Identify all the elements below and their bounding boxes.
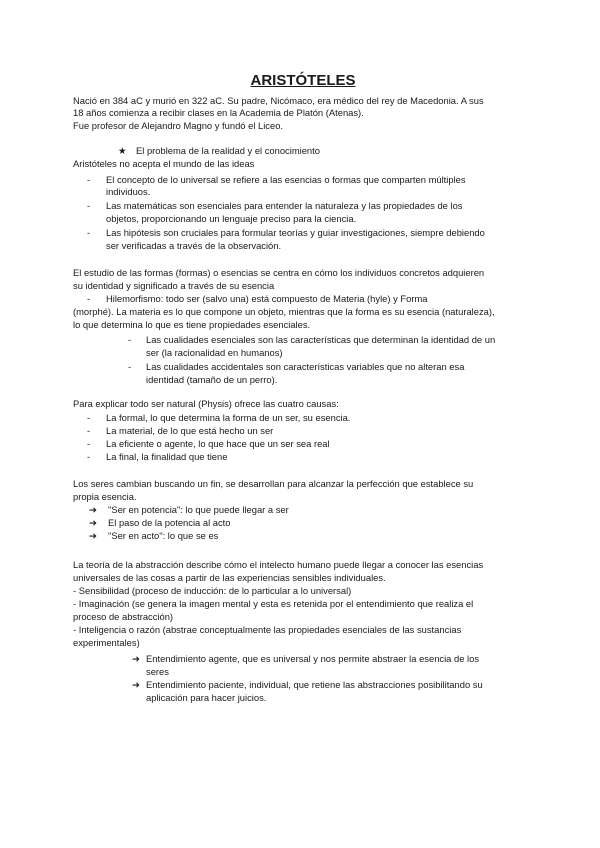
cause-item: La final, la finalidad que tiene [106, 451, 228, 462]
arrow-item: Entendimiento agente, que es universal y nos permite abstraer la esencia de los [146, 653, 480, 664]
dash-bullet: - [87, 174, 91, 185]
section-lead: Para explicar todo ser natural (Physis) ofrece las cuatro causas: [73, 398, 339, 409]
paragraph-line: proceso de abstracción) [73, 611, 174, 622]
dash-bullet: - [87, 438, 91, 449]
cause-item: La material, de lo que está hecho un ser [106, 425, 274, 436]
intro-line: Nació en 384 aC y murió en 322 aC. Su padre, Nicómaco, era médico del rey de Macedonia. A sus [73, 95, 484, 106]
paragraph-line: experimentales) [73, 637, 140, 648]
list-item: El concepto de lo universal se refiere a las esencias o formas que comparten múltiples [106, 174, 466, 185]
dash-bullet: - [128, 361, 132, 372]
cause-item: La eficiente o agente, lo que hace que un ser sea real [106, 438, 330, 449]
hylemorphism-item: Hilemorfismo: todo ser (salvo una) está compuesto de Materia (hyle) y Forma [106, 293, 428, 304]
dash-bullet: - [87, 451, 91, 462]
dash-bullet: - [87, 293, 91, 304]
arrow-icon: ➔ [89, 530, 97, 541]
paragraph-line: universales de las cosas a partir de las experiencias sensibles individuales. [73, 572, 386, 583]
paragraph-line: - Sensibilidad (proceso de inducción: de lo particular a lo universal) [73, 585, 352, 596]
dash-bullet: - [128, 334, 132, 345]
arrow-item: "Ser en potencia": lo que puede llegar a ser [108, 504, 289, 515]
arrow-icon: ➔ [132, 653, 140, 664]
arrow-icon: ➔ [89, 517, 97, 528]
paragraph-line: propia esencia. [73, 491, 137, 502]
arrow-icon: ➔ [89, 504, 97, 515]
paragraph-line: su identidad y significado a través de su esencia [73, 280, 275, 291]
dash-bullet: - [87, 425, 91, 436]
arrow-item-cont: aplicación para hacer juicios. [146, 692, 267, 703]
paragraph-line: - Inteligencia o razón (abstrae conceptualmente las propiedades esenciales de las sustancias [73, 624, 462, 635]
page-title: ARISTÓTELES [250, 72, 356, 89]
dash-bullet: - [87, 200, 91, 211]
arrow-item: El paso de la potencia al acto [108, 517, 231, 528]
paragraph-line: El estudio de las formas (formas) o esencias se centra en cómo los individuos concretos adquieren [73, 267, 485, 278]
sub-list-item-cont: identidad (tamaño de un perro). [146, 374, 278, 385]
arrow-icon: ➔ [132, 679, 140, 690]
cause-item: La formal, lo que determina la forma de un ser, su esencia. [106, 412, 351, 423]
intro-line: 18 años comienza a recibir clases en la Academia de Platón (Atenas). [73, 107, 364, 118]
arrow-item: "Ser en acto": lo que se es [108, 530, 219, 541]
list-item: Las matemáticas son esenciales para entender la naturaleza y las propiedades de los [106, 200, 463, 211]
list-item: Las hipótesis son cruciales para formular teorías y guiar investigaciones, siempre debiendo [106, 227, 485, 238]
intro-line: Fue profesor de Alejandro Magno y fundó el Liceo. [73, 120, 284, 131]
paragraph-line: (morphé). La materia es lo que compone un objeto, mientras que la forma es su esencia (naturaleza), [73, 306, 495, 317]
paragraph-line: - Imaginación (se genera la imagen mental y esta es retenida por el entendimiento que realiza el [73, 598, 474, 609]
dash-bullet: - [87, 412, 91, 423]
list-item-cont: objetos, proporcionando un lenguaje preciso para la ciencia. [106, 213, 357, 224]
section-lead: Aristóteles no acepta el mundo de las ideas [73, 158, 255, 169]
arrow-item-cont: seres [146, 666, 169, 677]
star-bullet-icon: ★ [118, 145, 127, 156]
paragraph-line: Los seres cambian buscando un fin, se desarrollan para alcanzar la perfección que establece su [73, 478, 474, 489]
sub-list-item: Las cualidades esenciales son las características que determinan la identidad de un [146, 334, 496, 345]
arrow-item: Entendimiento paciente, individual, que retiene las abstracciones posibilitando su [146, 679, 483, 690]
list-item-cont: ser verificadas a través de la observación. [106, 240, 282, 251]
section-heading: El problema de la realidad y el conocimiento [136, 145, 320, 156]
sub-list-item: Las cualidades accidentales son características variables que no alteran esa [146, 361, 465, 372]
list-item-cont: individuos. [106, 186, 151, 197]
paragraph-line: La teoría de la abstracción describe cómo el intelecto humano puede llegar a conocer las esencias [73, 559, 484, 570]
dash-bullet: - [87, 227, 91, 238]
paragraph-line: lo que determina lo que es tiene propiedades esenciales. [73, 319, 311, 330]
sub-list-item-cont: ser (la racionalidad en humanos) [146, 347, 283, 358]
